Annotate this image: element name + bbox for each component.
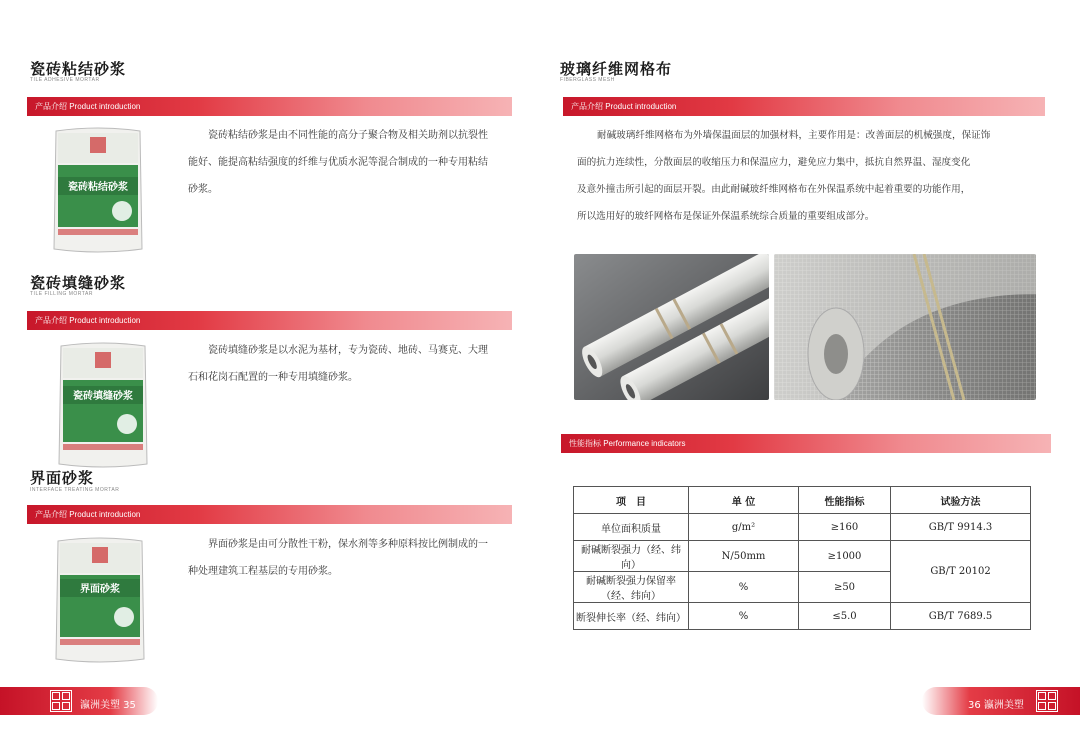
- header-indicator: 性能指标: [799, 487, 891, 514]
- page-number: 瀛洲美塑 35: [80, 700, 136, 711]
- header-unit: 单 位: [689, 487, 799, 514]
- intro-line: 及意外撞击所引起的面层开裂。由此耐碱玻纤维网格布在外保温系统中起着重要的功能作用，: [577, 184, 971, 195]
- performance-table: [573, 486, 1031, 630]
- intro-line: 瓷砖填缝砂浆是以水泥为基材，专为瓷砖、地砖、马赛克、大理: [208, 345, 488, 356]
- cell-item: 单位面积质量: [574, 514, 689, 541]
- intro-text: [188, 531, 518, 585]
- section-subtitle: INTERFACE TREATING MORTAR: [30, 487, 120, 493]
- cell-indicator: ≥50: [799, 572, 891, 603]
- intro-line: 种处理建筑工程基层的专用砂浆。: [188, 566, 338, 577]
- mesh-closeup-photo: [774, 254, 1036, 400]
- bag-label: 界面砂浆: [80, 584, 120, 595]
- cell-method: GB/T 20102: [891, 541, 1031, 603]
- cell-indicator: ≥160: [799, 514, 891, 541]
- intro-bar: 产品介绍 Product introduction: [27, 505, 512, 524]
- cell-unit: N/50mm: [689, 541, 799, 572]
- cell-item: 耐碱断裂强力（经、纬向）: [574, 541, 689, 572]
- intro-line: 面的抗力连续性，分散面层的收缩压力和保温应力，避免应力集中，抵抗自然界温、湿度变化: [577, 157, 971, 168]
- cell-indicator: ≥1000: [799, 541, 891, 572]
- header-method: 试验方法: [891, 487, 1031, 514]
- cell-unit: %: [689, 572, 799, 603]
- section-title: 瓷砖填缝砂浆: [30, 274, 127, 292]
- table-row: [574, 603, 1031, 630]
- intro-line: 砂浆。: [188, 184, 218, 195]
- mortar-bag-image: [50, 125, 146, 255]
- table-header-row: [574, 487, 1031, 514]
- table-row: [574, 514, 1031, 541]
- cell-indicator: ≤5.0: [799, 603, 891, 630]
- mortar-bag-image: [52, 535, 148, 665]
- performance-bar: 性能指标 Performance indicators: [561, 434, 1051, 453]
- intro-line: 界面砂浆是由可分散性干粉，保水剂等多种原料按比例制成的一: [208, 539, 488, 550]
- section-subtitle: FIBERGLASS MESH: [560, 77, 615, 83]
- header-item: 项 目: [574, 487, 689, 514]
- brand-logo-icon: [50, 690, 72, 712]
- intro-bar: 产品介绍 Product introduction: [27, 97, 512, 116]
- section-title: 瓷砖粘结砂浆: [30, 60, 127, 78]
- intro-bar: 产品介绍 Product introduction: [563, 97, 1045, 116]
- bag-label: 瓷砖粘结砂浆: [68, 182, 128, 193]
- intro-bar: 产品介绍 Product introduction: [27, 311, 512, 330]
- section-subtitle: TILE ADHESIVE MORTAR: [30, 77, 100, 83]
- mesh-rolls-photo: [574, 254, 769, 400]
- intro-line: 石和花岗石配置的一种专用填缝砂浆。: [188, 372, 358, 383]
- intro-line: 耐碱玻璃纤维网格布为外墙保温面层的加强材料，主要作用是：改善面层的机械强度，保证饰: [597, 130, 991, 141]
- cell-item: 耐碱断裂强力保留率（经、纬向）: [574, 572, 689, 603]
- intro-text: [577, 122, 1047, 230]
- cell-unit: %: [689, 603, 799, 630]
- intro-line: 所以选用好的玻纤网格布是保证外保温系统综合质量的重要组成部分。: [577, 211, 875, 222]
- brand-logo-icon: [1036, 690, 1058, 712]
- cell-method: GB/T 9914.3: [891, 514, 1031, 541]
- intro-text: [188, 337, 518, 391]
- section-title: 玻璃纤维网格布: [560, 60, 673, 78]
- cell-method: GB/T 7689.5: [891, 603, 1031, 630]
- cell-unit: g/m²: [689, 514, 799, 541]
- intro-text: [188, 122, 518, 203]
- table-row: [574, 541, 1031, 572]
- section-title: 界面砂浆: [30, 469, 95, 487]
- intro-line: 能好、能提高粘结强度的纤维与优质水泥等混合制成的一种专用粘结: [188, 157, 488, 168]
- bag-label: 瓷砖填缝砂浆: [73, 391, 133, 402]
- mortar-bag-image: [55, 340, 151, 470]
- intro-line: 瓷砖粘结砂浆是由不同性能的高分子聚合物及相关助剂以抗裂性: [208, 130, 488, 141]
- section-subtitle: TILE FILLING MORTAR: [30, 291, 93, 297]
- page-number: 36 瀛洲美塑: [968, 700, 1024, 711]
- cell-item: 断裂伸长率（经、纬向）: [574, 603, 689, 630]
